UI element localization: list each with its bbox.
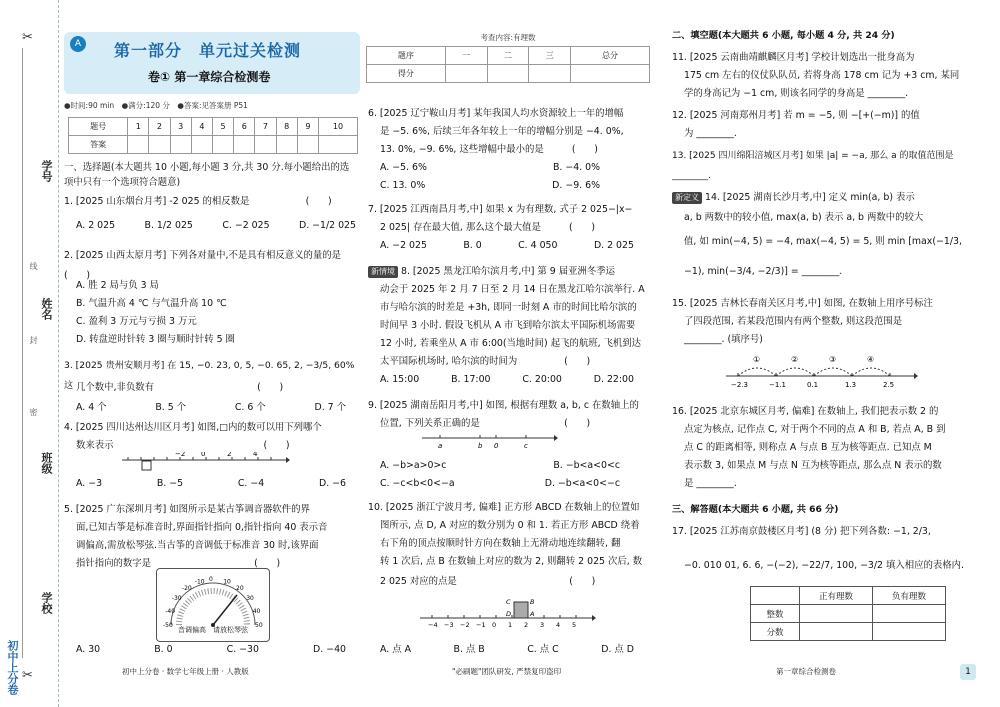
- question-15-cont: ________. (填序号): [684, 334, 763, 345]
- range-arc: [738, 368, 776, 376]
- range-mark: ②: [791, 355, 799, 364]
- question-5-options: [76, 640, 346, 660]
- cut-line: [22, 48, 23, 658]
- question-14-cont: −1), min(−3/4, −2/3)] = ________.: [684, 266, 843, 277]
- cut-mark: 封: [29, 336, 38, 344]
- answer-cell[interactable]: [800, 623, 873, 641]
- gauge-label: 10: [223, 578, 231, 586]
- student-no-label: 学号: [40, 160, 53, 182]
- tick-label: 3: [540, 621, 545, 629]
- tick-label: 1.3: [845, 381, 857, 389]
- range-mark: ③: [829, 355, 837, 364]
- section-choice-heading: 一、选择题(本大题共 10 小题,每小题 3 分,共 30 分.每小题给出的选项中只有一个选项符合题意): [64, 162, 350, 188]
- score-head: 题序: [367, 47, 446, 65]
- question-1: 1. [2025 山东烟台月考] -2 025 的相反数是 ( ): [64, 196, 332, 207]
- question-15: 15. [2025 吉林长春南关区月考,中] 如图, 在数轴上用序号标注: [672, 298, 933, 309]
- option[interactable]: A. −5. 6%: [380, 162, 427, 173]
- option[interactable]: D. 点 D: [601, 644, 634, 655]
- answer-table-number: 9: [297, 118, 318, 136]
- option[interactable]: A. −2 025: [380, 240, 427, 251]
- option[interactable]: C. −4: [237, 478, 265, 489]
- option[interactable]: C. −30: [226, 644, 259, 655]
- question-6-options-2: [380, 176, 600, 196]
- binding-column: [0, 0, 59, 707]
- tick-label: b: [478, 442, 483, 450]
- option[interactable]: D. 2 025: [593, 240, 634, 251]
- option[interactable]: B. 1/2 025: [144, 220, 193, 231]
- question-5-cont: 指针指向的数字是 ( ): [76, 558, 281, 569]
- question-8-cont: 时间早 3 小时. 假设飞机从 A 市飞到哈尔滨太平国际机场需要: [380, 320, 636, 331]
- scissors-icon: ✂: [22, 668, 33, 683]
- answer-table-number: 10: [318, 118, 357, 136]
- question-8-cont: 太平国际机场时, 哈尔滨的时间为 ( ): [380, 356, 591, 367]
- question-16-cont: 点定为核点, 记作点 C, 对于两个不同的点 A 和 B, 若点 A, B 到: [684, 424, 946, 435]
- answer-cell[interactable]: [255, 136, 276, 154]
- answer-cell[interactable]: [873, 623, 946, 641]
- exam-meta: ●时间:90 min ●满分:120 分 ●答案:见答案册 P51: [64, 101, 248, 110]
- answer-table-number: 4: [191, 118, 212, 136]
- number-line-q15: [724, 352, 920, 392]
- tick-label: 0: [201, 452, 206, 458]
- tick-label: −1.1: [769, 381, 786, 389]
- option[interactable]: A. 15:00: [380, 374, 420, 385]
- question-8: [368, 262, 658, 282]
- option[interactable]: C. 盈利 3 万元与亏损 3 万元: [76, 316, 197, 327]
- score-cell[interactable]: [529, 65, 571, 83]
- scissors-icon: ✂: [22, 30, 33, 45]
- question-14-text: 14. [2025 湖南长沙月考,中] 定义 min(a, b) 表示: [704, 192, 915, 203]
- tick-label: c: [524, 442, 528, 450]
- option[interactable]: C. −c<b<0<−a: [380, 478, 455, 489]
- part-title: 第一部分 单元过关检测: [114, 41, 302, 60]
- name-label: 姓名: [40, 298, 53, 320]
- number-line-q10: [418, 594, 598, 630]
- option[interactable]: D. −40: [313, 644, 346, 655]
- question-9: 9. [2025 湖南岳阳月考,中] 如图, 根据有理数 a, b, c 在数轴上的: [368, 400, 639, 411]
- option[interactable]: D. 转盘逆时针转 3 圈与顺时针转 5 圈: [76, 334, 235, 345]
- column-header: 正有理数: [800, 587, 873, 605]
- question-10-cont: 2 025 对应的点是 ( ): [380, 576, 596, 587]
- number-line-q9: [420, 432, 560, 454]
- row-header: 分数: [751, 623, 800, 641]
- question-16-cont: 点 C 的距离相等, 则称点 A 与点 B 互为核等距点. 已知点 M: [684, 442, 932, 453]
- answer-table-number: 1: [128, 118, 149, 136]
- answer-cell[interactable]: [191, 136, 212, 154]
- page-number: 1: [960, 664, 976, 680]
- option[interactable]: D. 22:00: [593, 374, 634, 385]
- gauge-label: 40: [252, 607, 261, 615]
- question-16-cont: 表示数 3, 如果点 M 与点 N 互为核等距点, 那么点 N 表示的数: [684, 460, 942, 471]
- option[interactable]: B. 17:00: [451, 374, 491, 385]
- question-6-options-1: [380, 158, 600, 178]
- question-2: 2. [2025 山西太原月考] 下列各对量中,不是具有相反意义的量的是 ( ): [64, 250, 501, 281]
- score-cell[interactable]: [445, 65, 487, 83]
- question-12: 12. [2025 河南郑州月考] 若 m = −5, 则 −[+(−m)] 的值: [672, 110, 920, 121]
- footer-center: "必刷题"团队研发, 严禁复印盗印: [452, 667, 562, 676]
- gauge-needle: [213, 595, 237, 625]
- school-label: 学校: [40, 592, 53, 614]
- new-definition-tag: 新定义: [672, 192, 702, 204]
- question-14: [672, 188, 982, 208]
- tick-label: 0.1: [807, 381, 819, 389]
- tick-label: 2.5: [883, 381, 895, 389]
- question-9-cont: 位置, 下列关系正确的是 ( ): [380, 418, 591, 429]
- option[interactable]: A. 胜 2 局与负 3 局: [76, 280, 159, 291]
- option[interactable]: A. −3: [76, 478, 103, 489]
- range-arc: [776, 368, 814, 376]
- gauge-label: 30: [246, 594, 254, 602]
- tick-label: 2: [524, 621, 529, 629]
- option[interactable]: D. −1/2 025: [298, 220, 356, 231]
- tick-label: 4: [253, 452, 258, 458]
- option[interactable]: C. 20:00: [522, 374, 562, 385]
- question-5-cont: 调偏高,需放松琴弦.当古筝的音调低于标准音 30 时,该界面: [76, 540, 319, 551]
- answer-cell[interactable]: [318, 136, 357, 154]
- question-7-cont: 2 025| 存在最大值, 那么这个最大值是 ( ): [380, 222, 596, 233]
- answer-table-label: 答案: [69, 136, 128, 154]
- cut-mark: 线: [29, 262, 38, 270]
- table-corner: [751, 587, 800, 605]
- answer-table-number: 5: [212, 118, 233, 136]
- option[interactable]: D. −6: [318, 478, 346, 489]
- answer-cell[interactable]: [234, 136, 255, 154]
- option[interactable]: B. 0: [463, 240, 482, 251]
- question-4: 4. [2025 四川达州达川区月考] 如图,□内的数可以用下列哪个: [64, 422, 322, 433]
- gauge-label: -30: [171, 594, 182, 602]
- cut-mark: 密: [29, 408, 38, 416]
- class-label: 班级: [40, 452, 53, 474]
- footer-left: 初中上分卷 · 数学七年级上册 · 人教版: [122, 667, 249, 676]
- vertex-label: C: [506, 598, 511, 606]
- vertex-label: D: [506, 610, 512, 618]
- answer-cell[interactable]: [297, 136, 318, 154]
- question-16: 16. [2025 北京东城区月考, 偏难] 在数轴上, 我们把表示数 2 的: [672, 406, 939, 417]
- gauge-label: 20: [236, 584, 244, 592]
- tuner-figure: [156, 568, 270, 642]
- tick-label: 0: [494, 442, 499, 450]
- gauge-label: -20: [181, 584, 192, 592]
- question-9-options-2: [380, 474, 620, 494]
- range-mark: ④: [867, 355, 875, 364]
- question-8-text: 8. [2025 黑龙江哈尔滨月考,中] 第 9 届亚洲冬季运: [400, 266, 615, 277]
- answer-cell[interactable]: [170, 136, 191, 154]
- question-10: 10. [2025 浙江宁波月考, 偏难] 正方形 ABCD 在数轴上的位置如: [368, 502, 640, 513]
- question-11-cont: 学的身高记为 −1 cm, 则该名同学的身高是 ________.: [684, 88, 909, 99]
- question-5: 5. [2025 广东深圳月考] 如图所示是某古筝调音器软件的界: [64, 504, 310, 515]
- question-8-cont: 市与哈尔滨的时差是 +3h, 即同一时刻 A 市的时间比哈尔滨的: [380, 302, 637, 313]
- option[interactable]: A. 2 025: [76, 220, 116, 231]
- tick-label: −2: [460, 621, 470, 629]
- answer-cell[interactable]: [800, 605, 873, 623]
- question-7: 7. [2025 江西南昌月考,中] 如果 x 为有理数, 式子 2 025−|x−: [368, 204, 633, 215]
- number-line-q4: [120, 452, 290, 476]
- option[interactable]: B. −b<a<0<c: [553, 460, 620, 471]
- tick-label: 0: [492, 621, 497, 629]
- question-11-cont: 175 cm 左右的仪仗队队员, 若将身高 178 cm 记为 +3 cm, 某同: [684, 70, 960, 81]
- answer-table-number: 7: [255, 118, 276, 136]
- question-16-cont: 是 ________.: [684, 478, 737, 489]
- option[interactable]: B. −4. 0%: [552, 162, 600, 173]
- gauge-label: -40: [165, 607, 176, 615]
- option[interactable]: A. 点 A: [380, 644, 411, 655]
- question-4-options: [76, 474, 346, 494]
- question-14-cont: 值, 如 min(−4, 5) = −4, max(−4, 5) = 5, 则 min [max(−1/3,: [684, 236, 962, 247]
- unknown-box: [142, 461, 151, 470]
- row-header: 整数: [751, 605, 800, 623]
- score-table: [366, 32, 650, 83]
- range-arc: [814, 368, 852, 376]
- question-3: 3. [2025 贵州安顺月考] 在 15, −0. 23, 0, 5, −0. 65, 2, −3/5, 60% 这: [64, 360, 355, 391]
- option[interactable]: C. 点 C: [527, 644, 559, 655]
- range-arc: [852, 368, 890, 376]
- tick-label: −1: [476, 621, 486, 629]
- question-4-cont: 数来表示 ( ): [76, 440, 290, 451]
- gauge-label: 50: [255, 622, 263, 629]
- question-3-options: [76, 398, 346, 418]
- score-cell[interactable]: [487, 65, 529, 83]
- score-head: 三: [529, 47, 571, 65]
- question-5-cont: 面,已知古筝是标准音时,界面指针指向 0,指针指向 40 表示音: [76, 522, 328, 533]
- option[interactable]: C. 4 050: [518, 240, 558, 251]
- answer-table: [68, 117, 358, 154]
- answer-cell[interactable]: [873, 605, 946, 623]
- option[interactable]: B. 气温升高 4 ℃ 与气温升高 10 ℃: [76, 298, 227, 309]
- answer-cell[interactable]: [276, 136, 297, 154]
- question-8-cont: 12 小时, 若乘坐从 A 市 6:00(当地时间) 起飞的航班, 飞机到达: [380, 338, 642, 349]
- tick-label: −4: [428, 621, 438, 629]
- column-header: 负有理数: [873, 587, 946, 605]
- range-mark: ①: [753, 355, 761, 364]
- classification-table: [750, 586, 946, 641]
- question-1-options: [76, 216, 356, 236]
- score-head: 一: [445, 47, 487, 65]
- answer-cell[interactable]: [128, 136, 149, 154]
- tick-label: 4: [556, 621, 561, 629]
- score-cell[interactable]: [571, 65, 650, 83]
- question-10-cont: 转 1 次后, 点 B 在数轴上对应的数为 2, 则翻转 2 025 次后, 数: [380, 556, 643, 567]
- answer-table-number: 8: [276, 118, 297, 136]
- tick-label: −2.3: [731, 381, 748, 389]
- option[interactable]: B. 5 个: [155, 402, 187, 413]
- gauge-caption: 音调偏高 请放松琴弦: [178, 626, 248, 634]
- option[interactable]: B. −5: [156, 478, 184, 489]
- question-6-cont: 13. 0%, −9. 6%, 这些增幅中最小的是 ( ): [380, 144, 598, 155]
- option[interactable]: C. −2 025: [222, 220, 270, 231]
- tick-label: 1: [508, 621, 513, 629]
- option[interactable]: C. 6 个: [234, 402, 266, 413]
- score-label: 得分: [367, 65, 446, 83]
- option[interactable]: D. −9. 6%: [552, 180, 600, 191]
- tick-label: a: [438, 442, 443, 450]
- option[interactable]: D. −b<a<0<−c: [544, 478, 620, 489]
- question-10-cont: 右下角的顶点按顺时针方向在数轴上无滑动地连续翻转, 翻: [380, 538, 621, 549]
- question-13: 13. [2025 四川绵阳涪城区月考] 如果 |a| = −a, 那么 a 的取值范围是 ________.: [672, 151, 954, 181]
- vertex-label: A: [530, 610, 535, 618]
- answer-table-number: 6: [234, 118, 255, 136]
- gauge-label: -10: [194, 578, 205, 586]
- score-head: 总分: [571, 47, 650, 65]
- tick-label: −2: [175, 452, 186, 458]
- question-8-cont: 动会于 2025 年 2 月 7 日至 2 月 14 日在黑龙江哈尔滨举行. A: [380, 284, 645, 295]
- new-context-tag: 新情境: [368, 266, 398, 278]
- answer-table-number: 2: [149, 118, 170, 136]
- option[interactable]: B. 点 B: [453, 644, 485, 655]
- section-fill-heading: 二、填空题(本大题共 6 小题, 每小题 4 分, 共 24 分): [672, 30, 895, 41]
- question-15-cont: 了四段范围, 若某段范围内有两个整数, 则这段范围是: [684, 316, 903, 327]
- option[interactable]: A. 4 个: [76, 402, 107, 413]
- exam-title: 卷① 第一章综合检测卷: [148, 70, 271, 84]
- score-head: 二: [487, 47, 529, 65]
- topic-label: 考查内容:有理数: [480, 33, 536, 42]
- footer-right: 第一章综合检测卷: [776, 667, 836, 676]
- question-14-cont: a, b 两数中的较小值, max(a, b) 表示 a, b 两数中的较大: [684, 212, 924, 223]
- section-answer-heading: 三、解答题(本大题共 6 小题, 共 66 分): [672, 504, 839, 515]
- answer-cell[interactable]: [149, 136, 170, 154]
- question-6-cont: 是 −5. 6%, 后续三年各年较上一年的增幅分别是 −4. 0%,: [380, 126, 624, 137]
- option[interactable]: A. 30: [76, 644, 101, 655]
- question-6: 6. [2025 辽宁鞍山月考] 某年我国人均水资源较上一年的增幅: [368, 108, 624, 119]
- square-abcd: [514, 602, 528, 618]
- question-10-cont: 图所示, 点 D, A 对应的数分别为 0 和 1. 若正方形 ABCD 绕着: [380, 520, 640, 531]
- option[interactable]: A. −b>a>0>c: [380, 460, 447, 471]
- gauge-label: -50: [163, 622, 173, 629]
- tick-label: 5: [572, 621, 577, 629]
- answer-cell[interactable]: [212, 136, 233, 154]
- tick-label: 2: [227, 452, 232, 458]
- banner-badge: A: [70, 36, 86, 52]
- option[interactable]: C. 13. 0%: [380, 180, 426, 191]
- question-9-options-1: [380, 456, 620, 476]
- question-8-options: [380, 370, 634, 390]
- answer-table-label: 题号: [69, 118, 128, 136]
- question-7-options: [380, 236, 634, 256]
- brand-logo: 初中上分卷: [6, 640, 19, 695]
- question-10-options: [380, 640, 634, 660]
- question-11: 11. [2025 云南曲靖麒麟区月考] 学校计划选出一批身高为: [672, 52, 915, 63]
- tick-label: −3: [444, 621, 454, 629]
- question-3-cont: 几个数中,非负数有 ( ): [76, 382, 284, 393]
- gauge-label: 0: [209, 576, 213, 583]
- answer-table-number: 3: [170, 118, 191, 136]
- vertex-label: B: [530, 598, 535, 606]
- option[interactable]: D. 7 个: [314, 402, 346, 413]
- question-17: 17. [2025 江苏南京鼓楼区月考] (8 分) 把下列各数: −1, 2/3,: [672, 526, 931, 537]
- question-12-cont: 为 ________.: [684, 128, 737, 139]
- question-17-cont: −0. 010 01, 6. 6, −(−2), −22/7, 100, −3/2 填入相应的表格内.: [684, 560, 964, 571]
- section-banner: [64, 32, 360, 94]
- option[interactable]: B. 0: [154, 644, 173, 655]
